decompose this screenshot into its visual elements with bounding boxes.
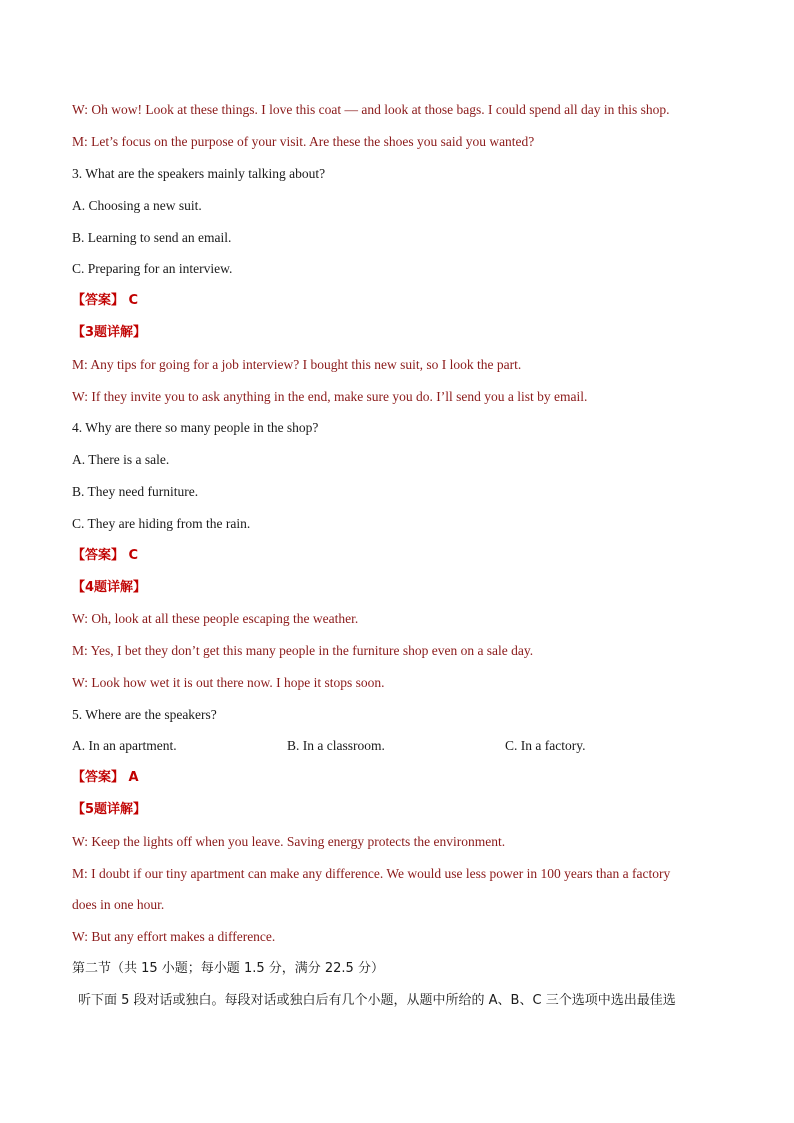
- option-3b: B. Learning to send an email.: [72, 230, 232, 245]
- dialogue-line: W: Keep the lights off when you leave. Saving energy protects the environment.: [72, 834, 506, 849]
- section-2-instructions: 听下面 5 段对话或独白。每段对话或独白后有几个小题，从题中所给的 A、B、C 三个选项中选出最佳选: [78, 993, 676, 1008]
- option-3a: A. Choosing a new suit.: [72, 198, 202, 213]
- dialogue-line: does in one hour.: [72, 897, 165, 912]
- option-4a: A. There is a sale.: [72, 452, 170, 467]
- answer-4: 【答案】 C: [72, 548, 139, 563]
- dialogue-line: W: Oh, look at all these people escaping the weather.: [72, 611, 359, 626]
- dialogue-line: M: I doubt if our tiny apartment can make any difference. We would use less power in 100 years than a factory: [72, 866, 671, 881]
- answer-5: 【答案】 A: [72, 770, 139, 785]
- dialogue-line: M: Any tips for going for a job interview? I bought this new suit, so I look the part.: [72, 357, 522, 372]
- section-2-heading: 第二节（共 15 小题；每小题 1.5 分，满分 22.5 分）: [72, 961, 384, 976]
- option-5a: A. In an apartment.: [72, 738, 177, 753]
- explanation-4-heading: 【4题详解】: [72, 580, 147, 595]
- option-3c: C. Preparing for an interview.: [72, 261, 233, 276]
- dialogue-line: M: Let’s focus on the purpose of your visit. Are these the shoes you said you wanted?: [72, 134, 535, 149]
- explanation-3-heading: 【3题详解】: [72, 325, 147, 340]
- explanation-5-heading: 【5题详解】: [72, 802, 147, 817]
- question-5: 5. Where are the speakers?: [72, 707, 217, 722]
- dialogue-line: W: Oh wow! Look at these things. I love this coat — and look at those bags. I could spend all day in this shop.: [72, 102, 670, 117]
- dialogue-line: W: But any effort makes a difference.: [72, 929, 276, 944]
- question-4: 4. Why are there so many people in the shop?: [72, 420, 319, 435]
- option-5b: B. In a classroom.: [287, 738, 385, 753]
- dialogue-line: W: If they invite you to ask anything in the end, make sure you do. I’ll send you a list by email.: [72, 389, 588, 404]
- dialogue-line: M: Yes, I bet they don’t get this many people in the furniture shop even on a sale day.: [72, 643, 534, 658]
- option-5c: C. In a factory.: [505, 738, 586, 753]
- option-4c: C. They are hiding from the rain.: [72, 516, 251, 531]
- dialogue-line: W: Look how wet it is out there now. I hope it stops soon.: [72, 675, 385, 690]
- question-3: 3. What are the speakers mainly talking about?: [72, 166, 326, 181]
- option-4b: B. They need furniture.: [72, 484, 199, 499]
- answer-3: 【答案】 C: [72, 293, 139, 308]
